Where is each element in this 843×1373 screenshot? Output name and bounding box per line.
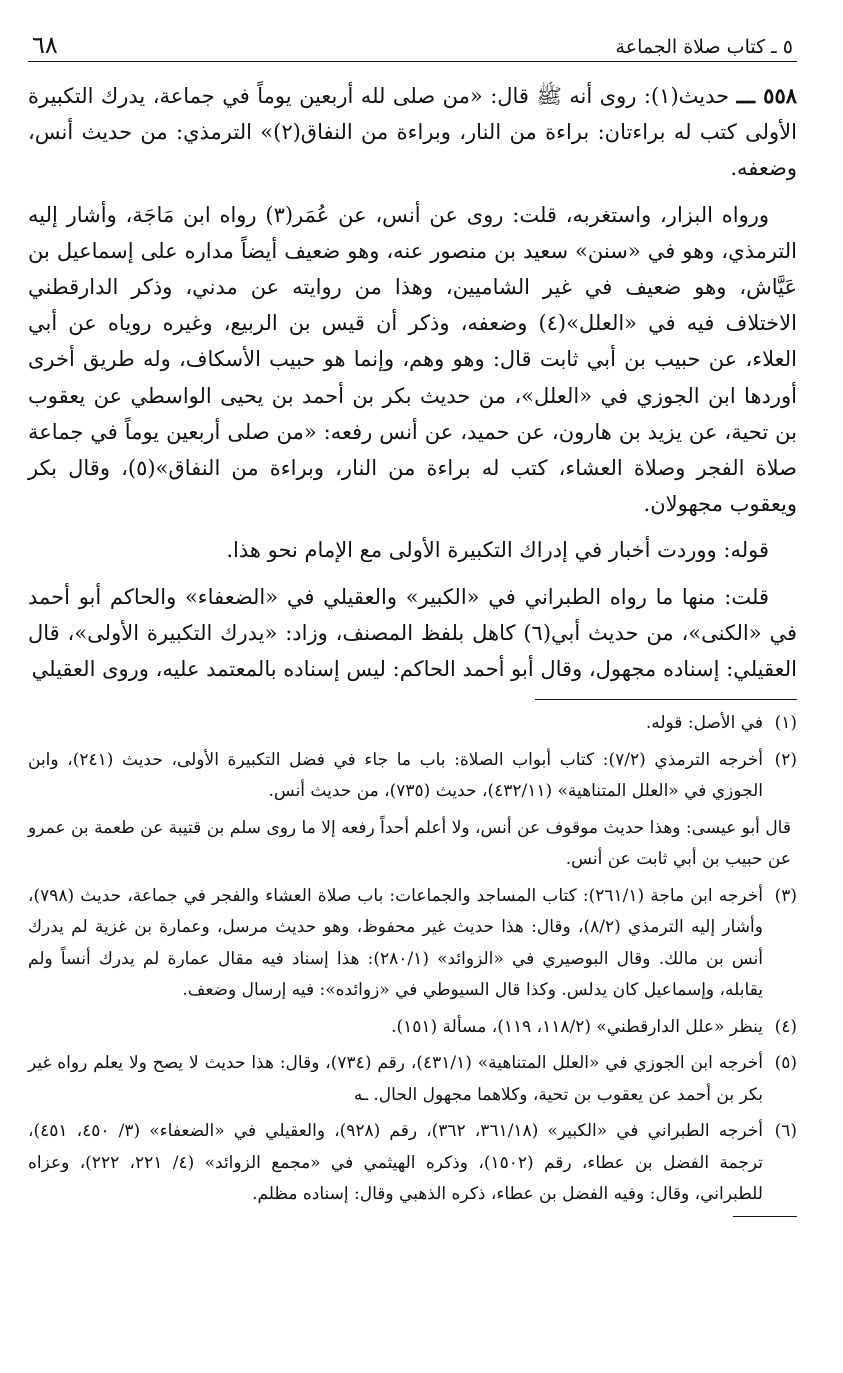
footnote-2-continuation — [28, 813, 797, 876]
footnote-text: أخرجه الترمذي (٧/٢): كتاب أبواب الصلاة: باب ما جاء في فضل التكبيرة الأولى، حديث (٢٤١)، وابن الجوزي في «العلل المتناهية» (٤٣٢/١١)، حديث (٧٣٥)، من حديث أنس. — [28, 749, 763, 802]
footnotes — [28, 708, 797, 1211]
footnote-text: ينظر «علل الدارقطني» (١١٨/٢، ١١٩)، مسألة (١٥١). — [391, 1016, 763, 1037]
footnote-text: قال أبو عيسى: وهذا حديث موقوف عن أنس، ولا أعلم أحداً رفعه إلا ما روى سلم بن قتيبة عن طعمة بن عمرو عن حبيب بن أبي ثابت عن أنس. — [28, 817, 791, 870]
paragraph-text: حديث(١): روى أنه ﷺ قال: «من صلى لله أربعين يوماً في جماعة، يدرك التكبيرة الأولى كتب له براءتان: براءة من النار، وبراءة من النفاق(٢)» الترمذي: من حديث أنس، وضعفه. — [28, 84, 797, 181]
page-header — [28, 22, 797, 62]
footnote-number: (٣) — [774, 885, 797, 906]
footnote-text: أخرجه ابن ماجة (٢٦١/١): كتاب المساجد والجماعات: باب صلاة العشاء والفجر في جماعة، حديث (٧٩٨)، وأشار إليه الترمذي (٨/٢)، وقال: هذا حديث غير محفوظ، وهو حديث مرسل، وعمارة بن غزية لم يدرك أنس بن مالك. وقال البوصيري في «الزوائد» (٢٨٠/١): هذا إسناد فيه مقال عمارة لم يدرك أنساً ولم يقابله، وإسماعيل كان يدلس. وكذا قال السيوطي في «زوائده»: فيه إرسال وضعف. — [28, 885, 763, 1001]
footnote-end-rule — [733, 1216, 797, 1217]
paragraph-reply: قلت: منها ما رواه الطبراني في «الكبير» والعقيلي في «الضعفاء» والحاكم أبو أحمد في «الكنى»، من حديث أبي(٦) كاهل بلفظ المصنف، وزاد: «يدرك التكبيرة الأولى»، قال العقيلي: إسناده مجهول، وقال أبو أحمد الحاكم: ليس إسناده بالمعتمد عليه، وروى العقيلي — [28, 584, 798, 682]
footnote-number: (٢) — [774, 749, 797, 770]
footnote-5 — [28, 1048, 797, 1111]
page-number: ٦٨ — [32, 31, 58, 59]
footnote-number: (٤) — [774, 1016, 797, 1037]
footnote-1 — [28, 708, 797, 740]
running-title: ٥ ـ كتاب صلاة الجماعة — [615, 36, 793, 58]
footnote-separator — [535, 699, 797, 700]
paragraph-commentary: ورواه البزار، واستغربه، قلت: روى عن أنس، عن عُمَر(٣) رواه ابن مَاجَة، وأشار إليه الترمذي، وهو في «سنن» سعيد بن منصور عنه، وهو ضعيف أيضاً مداره على إسماعيل بن عَيَّاش، وهو ضعيف في غير الشاميين، وهذا من روايته عن مدني، وذكر الدارقطني الاختلاف فيه في «العلل»(٤) وضعفه، وذكر أن قيس بن الربيع، وغيره روياه عن أبي العلاء، عن حبيب بن أبي ثابت قال: وهو وهم، وإنما هو حبيب الأسكاف، وله طريق أخرى أوردها ابن الجوزي في «العلل»، من حديث بكر بن أحمد بن يحيى الواسطي عن يعقوب بن تحية، عن يزيد بن هارون، عن حميد، عن أنس رفعه: «من صلى أربعين يوماً في جماعة صلاة الفجر وصلاة العشاء، كتب له براءة من النار، وبراءة من النفاق»(٥)، وقال بكر ويعقوب مجهولان. — [28, 202, 797, 517]
footnote-text: أخرجه ابن الجوزي في «العلل المتناهية» (٤٣١/١)، رقم (٧٣٤)، وقال: هذا حديث لا يصح ولا يعلم رواه غير بكر بن أحمد عن يعقوب بن تحية، وكلاهما مجهول الحال. ـه — [28, 1053, 763, 1105]
footnote-text: أخرجه الطبراني في «الكبير» (٣٦١/١٨، ٣٦٢)، رقم (٩٢٨)، والعقيلي في «الضعفاء» (٣/ ٤٥٠، ٤٥١)، ترجمة الفضل بن عطاء، رقم (١٥٠٢)، وذكره الهيثمي في «مجمع الزوائد» (٤/ ٢٢١، ٢٢٢)، وعزاه للطبراني، وقال: وفيه الفضل بن عطاء، ذكره الذهبي وقال: إسناده مظلم. — [28, 1121, 764, 1205]
footnote-2 — [28, 745, 797, 808]
book-page — [28, 22, 797, 1342]
footnote-number: (١) — [774, 713, 797, 734]
paragraph-quote: قوله: ووردت أخبار في إدراك التكبيرة الأولى مع الإمام نحو هذا. — [226, 538, 769, 563]
footnote-text: في الأصل: قوله. — [645, 713, 763, 734]
footnote-3 — [28, 881, 797, 1007]
footnote-6 — [28, 1116, 797, 1211]
main-text — [28, 78, 797, 687]
footnote-number: (٥) — [774, 1053, 797, 1074]
footnote-4 — [28, 1012, 797, 1044]
hadith-number: ٥٥٨ ـــ — [736, 83, 798, 108]
footnote-number: (٦) — [774, 1121, 797, 1142]
paragraph-hadith-558 — [28, 78, 797, 187]
